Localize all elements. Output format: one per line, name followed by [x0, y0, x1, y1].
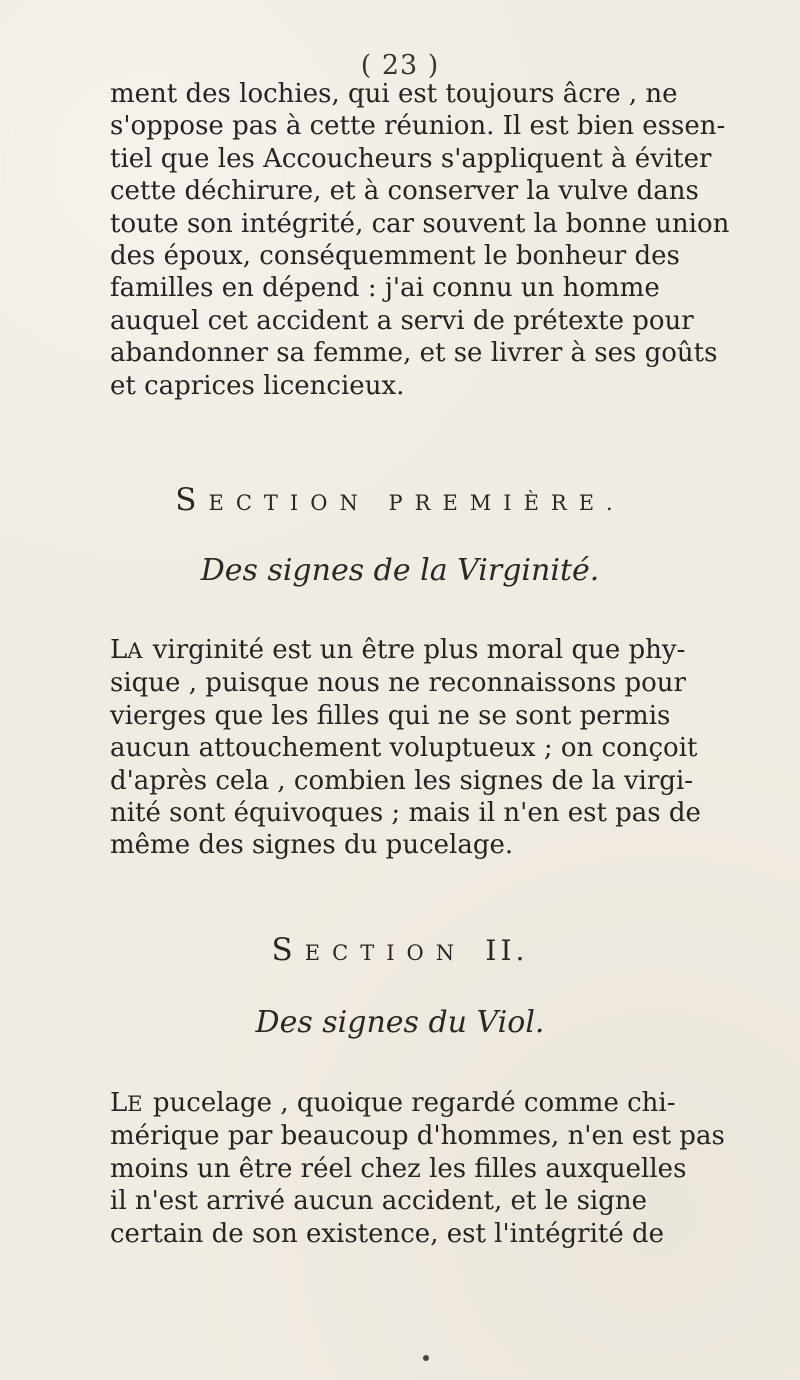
- text-line: abandonner sa femme, et se livrer à ses goûts: [110, 338, 718, 369]
- section-heading-initial: S: [271, 932, 305, 968]
- text-line-first: [110, 634, 770, 667]
- text-line: tiel que les Accoucheurs s'appliquent à éviter: [110, 143, 712, 174]
- text-line: mérique par beaucoup d'hommes, n'en est pas: [110, 1121, 725, 1152]
- section-subtitle-1: Des signes de la Virginité.: [200, 553, 600, 588]
- ink-speck: [423, 1355, 429, 1361]
- text-line: même des signes du pucelage.: [110, 830, 514, 861]
- text-line: aucun attouchement voluptueux ; on conçoit: [110, 733, 698, 764]
- text-line: certain de son existence, est l'intégrité de: [110, 1218, 665, 1249]
- paragraph-3: [110, 1087, 770, 1250]
- text-line: d'après cela , combien les signes de la virgi-: [110, 765, 694, 796]
- text-line: et caprices licencieux.: [110, 370, 405, 401]
- text-line: ment des lochies, qui est toujours âcre , ne: [110, 79, 678, 109]
- text-line: nité sont équivoques ; mais il n'en est pas de: [110, 798, 701, 829]
- text-line: cette déchirure, et à conserver la vulve dans: [110, 176, 699, 207]
- section-heading-initial: S: [175, 482, 209, 518]
- section-heading-text: ECTION: [304, 941, 467, 965]
- section-subtitle-2: Des signes du Viol.: [255, 1005, 545, 1040]
- page-number: ( 23 ): [360, 50, 440, 81]
- drop-initial-rest: E: [127, 1092, 145, 1116]
- section-heading-1: [0, 482, 800, 518]
- section-heading-text: ECTION PREMIÈRE.: [208, 491, 625, 515]
- text-line: familles en dépend : j'ai connu un homme: [110, 273, 660, 304]
- text-line: des époux, conséquemment le bonheur des: [110, 241, 680, 272]
- text-line: s'oppose pas à cette réunion. Il est bien essen-: [110, 111, 726, 142]
- drop-initial: L: [110, 635, 128, 665]
- text-line: il n'est arrivé aucun accident, et le signe: [110, 1186, 647, 1217]
- text-line: toute son intégrité, car souvent la bonne union: [110, 208, 730, 239]
- text-line: auquel cet accident a servi de prétexte pour: [110, 305, 694, 336]
- section-heading-2: [0, 932, 800, 968]
- text-line: vierges que les filles qui ne se sont permis: [110, 700, 671, 731]
- text-line: sique , puisque nous ne reconnaissons pour: [110, 668, 686, 699]
- drop-initial: L: [110, 1088, 128, 1118]
- text-line: moins un être réel chez les filles auxquelles: [110, 1153, 687, 1184]
- drop-initial-rest: A: [127, 639, 145, 663]
- paragraph-1: [110, 78, 770, 402]
- section-number: II.: [485, 934, 529, 967]
- first-line-text: virginité est un être plus moral que phy-: [144, 635, 686, 665]
- text-line-first: [110, 1087, 770, 1120]
- paragraph-2: [110, 634, 770, 862]
- first-line-text: pucelage , quoique regardé comme chi-: [144, 1088, 676, 1118]
